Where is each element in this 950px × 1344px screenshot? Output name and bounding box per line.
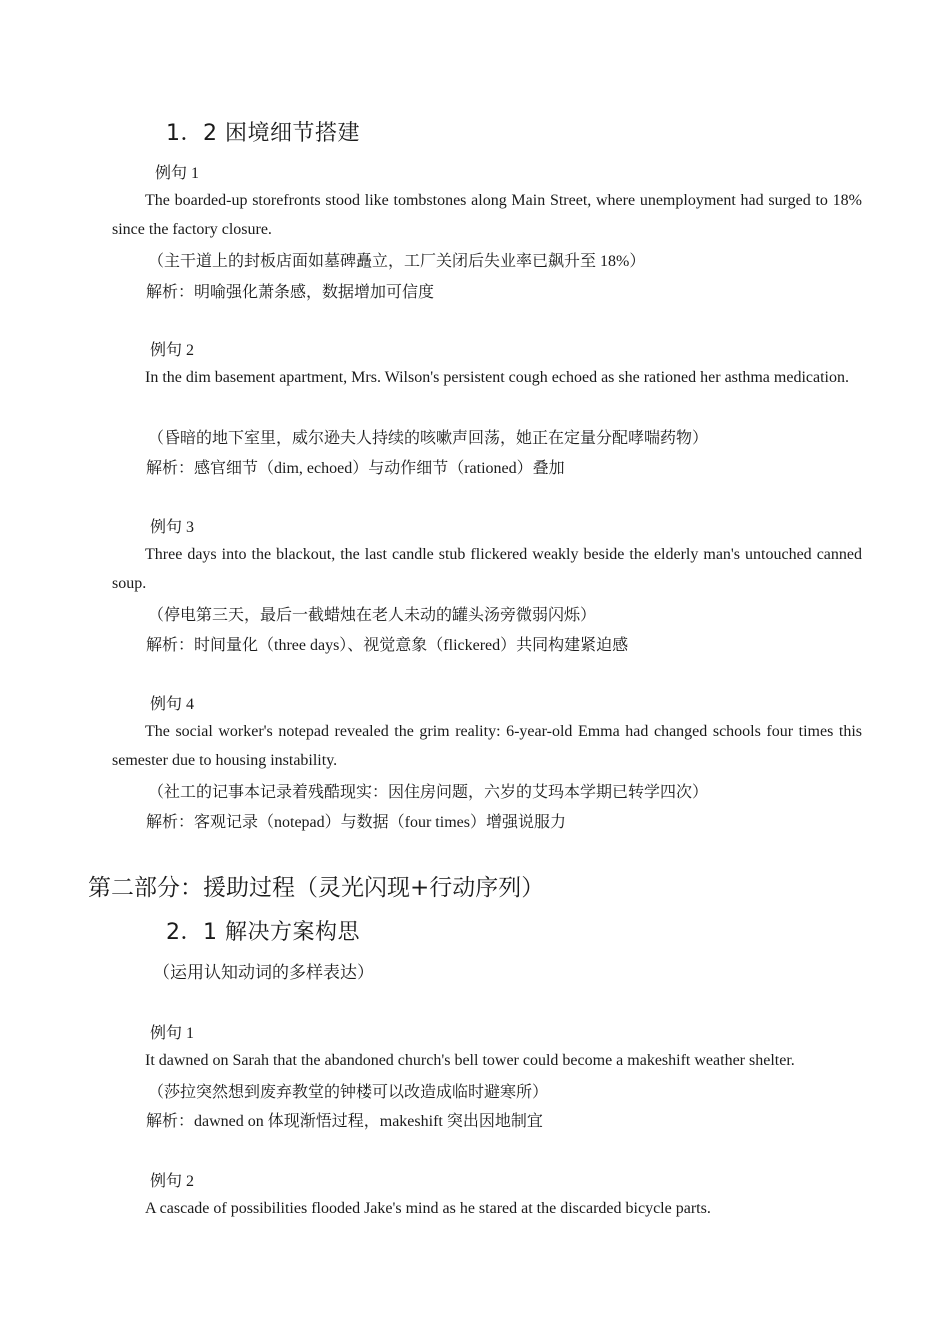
example-4-english: The social worker's notepad revealed the grim reality: 6-year-old Emma had changed schools four times this semester due to housing instability. <box>112 723 862 769</box>
s21-example-1-english: It dawned on Sarah that the abandoned church's bell tower could become a makeshift weather shelter. <box>145 1052 795 1069</box>
example-3-chinese: （停电第三天，最后一截蜡烛在老人未动的罐头汤旁微弱闪烁） <box>148 607 597 624</box>
s21-example-1-chinese: （莎拉突然想到废弃教堂的钟楼可以改造成临时避寒所） <box>148 1084 549 1101</box>
example-3-label: 例句 3 <box>150 519 195 536</box>
section-2-1-heading: 2．1 解决方案构思 <box>166 920 360 945</box>
example-1-english: The boarded-up storefronts stood like tombstones along Main Street, where unemployment had surged to 18% since the factory closure. <box>112 192 862 238</box>
example-3-english: Three days into the blackout, the last candle stub flickered weakly beside the elderly man's untouched canned soup. <box>112 546 862 592</box>
section-1-2-heading: 1．2 困境细节搭建 <box>166 121 360 146</box>
example-1-label: 例句 1 <box>155 165 200 182</box>
example-1-analysis: 解析：明喻强化萧条感，数据增加可信度 <box>146 284 435 301</box>
example-4-chinese: （社工的记事本记录着残酷现实：因住房问题，六岁的艾玛本学期已转学四次） <box>148 784 709 801</box>
example-3-analysis: 解析：时间量化（three days）、视觉意象（flickered）共同构建紧迫感 <box>146 637 629 654</box>
example-4-analysis: 解析：客观记录（notepad）与数据（four times）增强说服力 <box>146 814 566 831</box>
part-2-heading: 第二部分：援助过程（灵光闪现+行动序列） <box>88 875 545 901</box>
section-2-1-note: （运用认知动词的多样表达） <box>153 963 374 982</box>
s21-example-2-label: 例句 2 <box>150 1173 195 1190</box>
example-2-english: In the dim basement apartment, Mrs. Wilson's persistent cough echoed as she rationed her asthma medication. <box>145 369 849 386</box>
example-2-analysis: 解析：感官细节（dim, echoed）与动作细节（rationed）叠加 <box>146 460 565 477</box>
s21-example-1-label: 例句 1 <box>150 1025 195 1042</box>
example-2-chinese: （昏暗的地下室里，威尔逊夫人持续的咳嗽声回荡，她正在定量分配哮喘药物） <box>148 430 709 447</box>
example-1-chinese: （主干道上的封板店面如墓碑矗立，工厂关闭后失业率已飙升至 18%） <box>148 253 646 270</box>
example-4-label: 例句 4 <box>150 696 195 713</box>
s21-example-1-analysis: 解析：dawned on 体现渐悟过程，makeshift 突出因地制宜 <box>146 1113 543 1130</box>
s21-example-2-english: A cascade of possibilities flooded Jake's mind as he stared at the discarded bicycle parts. <box>145 1200 711 1217</box>
example-2-label: 例句 2 <box>150 342 195 359</box>
